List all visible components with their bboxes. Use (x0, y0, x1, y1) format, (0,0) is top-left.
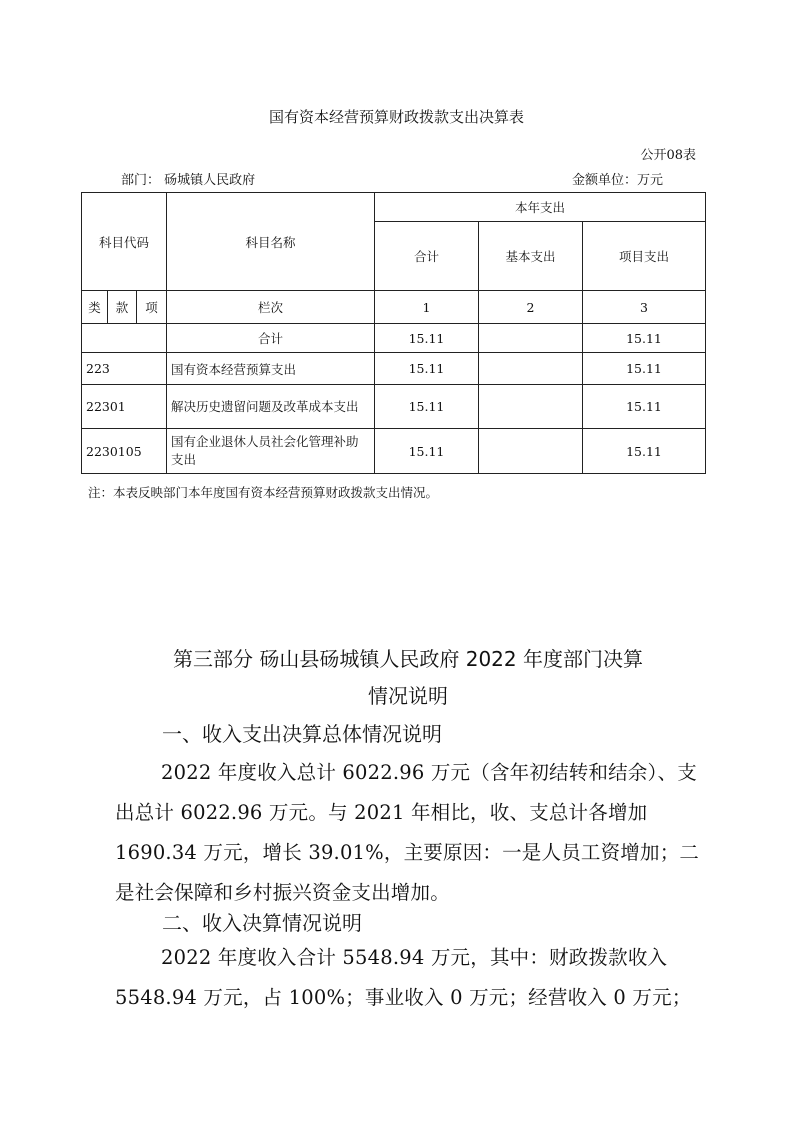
table-index-row (82, 291, 706, 324)
row-name: 国有企业退休人员社会化管理补助支出 (167, 429, 375, 474)
part-title-cont: 情况说明 (368, 684, 448, 708)
header-subject-code: 科目代码 (82, 193, 167, 291)
table-row (82, 324, 706, 353)
row-code: 2230105 (82, 429, 167, 474)
row-basic (479, 429, 583, 474)
table-code: 公开08表 (640, 148, 696, 163)
section2-paragraph: 2022 年度收入合计 5548.94 万元，其中：财政拨款收入 5548.94 万元，占 100%；事业收入 0 万元；经营收入 0 万元； (115, 946, 692, 1009)
section2-heading: 二、收入决算情况说明 (162, 911, 362, 935)
expenditure-table (81, 192, 706, 474)
header-basic: 基本支出 (479, 222, 583, 291)
header-current-year: 本年支出 (375, 193, 706, 222)
table-note: 注：本表反映部门本年度国有资本经营预算财政拨款支出情况。 (88, 485, 439, 500)
table-title: 国有资本经营预算财政拨款支出决算表 (268, 108, 524, 126)
row-total: 15.11 (375, 324, 479, 353)
row-total: 15.11 (375, 353, 479, 385)
header-lanci: 栏次 (167, 291, 375, 324)
row-name: 合计 (167, 324, 375, 353)
row-code (82, 324, 167, 353)
table-header-row (82, 193, 706, 222)
row-basic (479, 353, 583, 385)
department-label: 部门： 砀城镇人民政府 (121, 173, 256, 188)
table-row (82, 353, 706, 385)
row-basic (479, 324, 583, 353)
header-project: 项目支出 (583, 222, 706, 291)
table-row (82, 429, 706, 474)
row-project: 15.11 (583, 429, 706, 474)
part-title: 第三部分 砀山县砀城镇人民政府 2022 年度部门决算 (173, 647, 643, 671)
header-kuan: 款 (108, 291, 137, 324)
row-total: 15.11 (375, 429, 479, 474)
row-basic (479, 385, 583, 429)
header-col1: 1 (375, 291, 479, 324)
row-code: 223 (82, 353, 167, 385)
header-subject-name: 科目名称 (167, 193, 375, 291)
row-project: 15.11 (583, 353, 706, 385)
row-total: 15.11 (375, 385, 479, 429)
row-project: 15.11 (583, 324, 706, 353)
header-lei: 类 (82, 291, 108, 324)
row-project: 15.11 (583, 385, 706, 429)
header-col3: 3 (583, 291, 706, 324)
row-name: 国有资本经营预算支出 (167, 353, 375, 385)
row-name: 解决历史遗留问题及改革成本支出 (167, 385, 375, 429)
section1-heading: 一、收入支出决算总体情况说明 (162, 722, 442, 746)
table-row (82, 385, 706, 429)
header-total: 合计 (375, 222, 479, 291)
section1-paragraph: 2022 年度收入总计 6022.96 万元（含年初结转和结余）、支出总计 6022.96 万元。与 2021 年相比，收、支总计各增加 1690.34 万元，增长 39.01%，主要原因：一是人员工资增加；二是社会保障和乡村振兴资金支出增加。 (115, 761, 700, 904)
header-col2: 2 (479, 291, 583, 324)
header-xiang: 项 (137, 291, 167, 324)
row-code: 22301 (82, 385, 167, 429)
amount-unit-label: 金额单位：万元 (571, 173, 663, 188)
